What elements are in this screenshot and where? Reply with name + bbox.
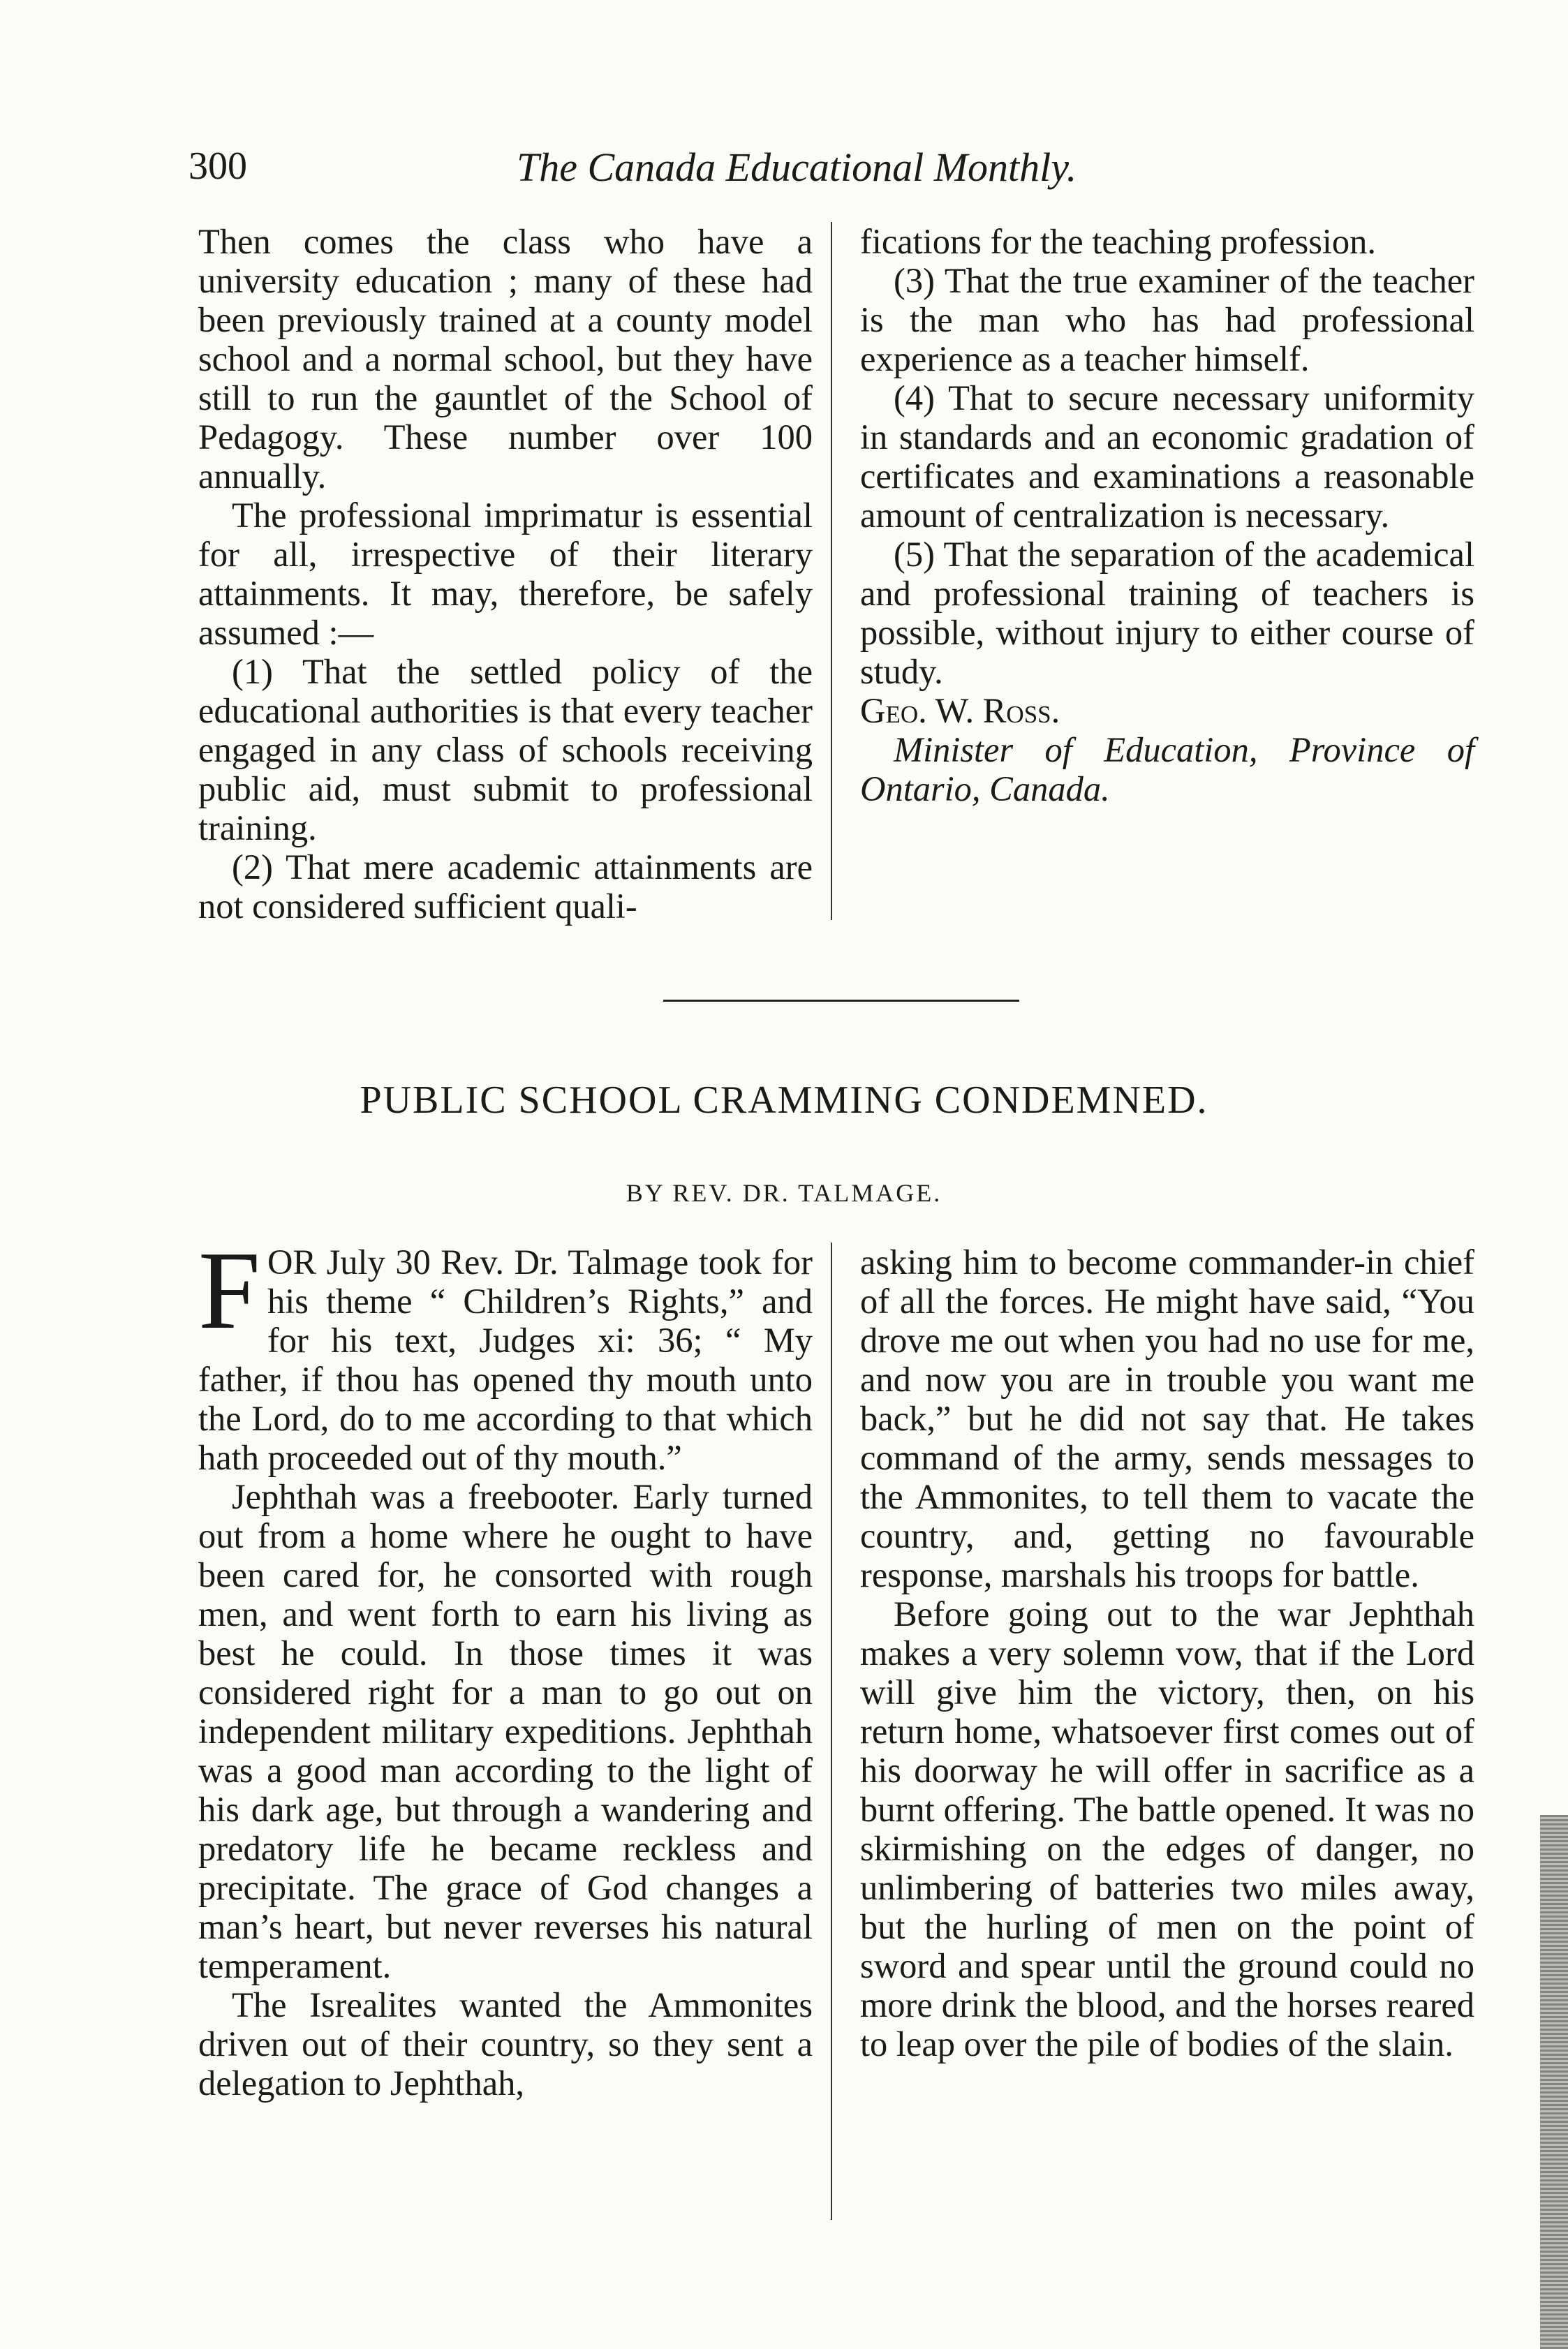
signature-role: Minister of Education, Province of Ontario, Canada. bbox=[860, 730, 1474, 808]
top-left-column bbox=[198, 222, 813, 926]
paragraph: (5) That the separation of the academical and professional training of teachers is possible, without injury to either course of study. bbox=[860, 535, 1474, 691]
article-right-column bbox=[860, 1243, 1474, 2063]
drop-cap: F bbox=[198, 1228, 260, 1352]
section-divider bbox=[663, 1000, 1019, 1002]
paragraph: Jephthah was a freebooter. Early turned out from a home where he ought to have been cared for, he consorted with rough men, and went forth to earn his living as best he could. In those times it was considered right for a man to go out on independent military expeditions. Jephthah was a good man according to the light of his dark age, but through a wandering and predatory life he became reckless and precipitate. The grace of God changes a man’s heart, but never reverses his natural temperament. bbox=[198, 1477, 813, 1985]
article-byline: BY REV. DR. TALMAGE. bbox=[626, 1179, 942, 1207]
opening-text: OR July 30 Rev. Dr. Talmage took for his theme “ Children’s Rights,” and for his text, Judges xi: 36; “ My father, if thou has opened thy mouth unto the Lord, do to me according to that which hath proceeded out of thy mouth.” bbox=[198, 1243, 813, 1477]
page-header bbox=[188, 144, 1473, 200]
page-number: 300 bbox=[188, 145, 247, 188]
paragraph: (1) That the settled policy of the educational authorities is that every teacher engaged in any class of schools receiving public aid, must submit to professional training. bbox=[198, 652, 813, 847]
paragraph: fications for the teaching profession. bbox=[860, 222, 1377, 261]
paragraph: asking him to become commander-in chief of all the forces. He might have said, “You drove me out when you had no use for me, and now you are in trouble you want me back,” but he did not say that. He takes command of the army, sends messages to the Ammonites, to tell them to vacate the country, and, getting no favourable response, marshals his troops for battle. bbox=[860, 1243, 1474, 1594]
paragraph: Before going out to the war Jephthah makes a very solemn vow, that if the Lord will give him the victory, then, on his return home, whatsoever first comes out of his doorway he will offer in sacrifice as a burnt offering. The battle opened. It was no skirmishing on the edges of danger, no unlimbering of batteries two miles away, but the hurling of men on the point of sword and spear until the ground could no more drink the blood, and the horses reared to leap over the pile of bodies of the slain. bbox=[860, 1594, 1474, 2063]
paragraph: The Isrealites wanted the Ammonites driven out of their country, so they sent a delegation to Jephthah, bbox=[198, 1985, 813, 2103]
column-rule bbox=[831, 1243, 832, 2220]
paragraph: The professional imprimatur is essential for all, irrespective of their literary attainments. It may, therefore, be safely assumed :— bbox=[198, 496, 813, 652]
paragraph: (3) That the true examiner of the teacher is the man who has had professional experience as a teacher himself. bbox=[860, 261, 1474, 378]
opening-paragraph bbox=[198, 1228, 813, 1477]
paragraph: Then comes the class who have a university education ; many of these had been previously trained at a county model school and a normal school, but they have still to run the gauntlet of the School of Pedagogy. These number over 100 annually. bbox=[198, 222, 813, 496]
top-right-column bbox=[860, 222, 1474, 808]
running-title: The Canada Educational Monthly. bbox=[517, 145, 1077, 190]
article-left-column bbox=[198, 1228, 813, 2103]
paragraph: (4) That to secure necessary uniformity in standards and an economic gradation of certificates and examinations a reasonable amount of centralization is necessary. bbox=[860, 378, 1474, 535]
scan-edge-artifact bbox=[1540, 1815, 1568, 2349]
article-title: PUBLIC SCHOOL CRAMMING CONDEMNED. bbox=[360, 1079, 1208, 1122]
paragraph: (2) That mere academic attainments are not considered sufficient quali- bbox=[198, 847, 813, 926]
signature-name: Geo. W. Ross. bbox=[860, 691, 1060, 730]
column-rule bbox=[831, 222, 832, 920]
